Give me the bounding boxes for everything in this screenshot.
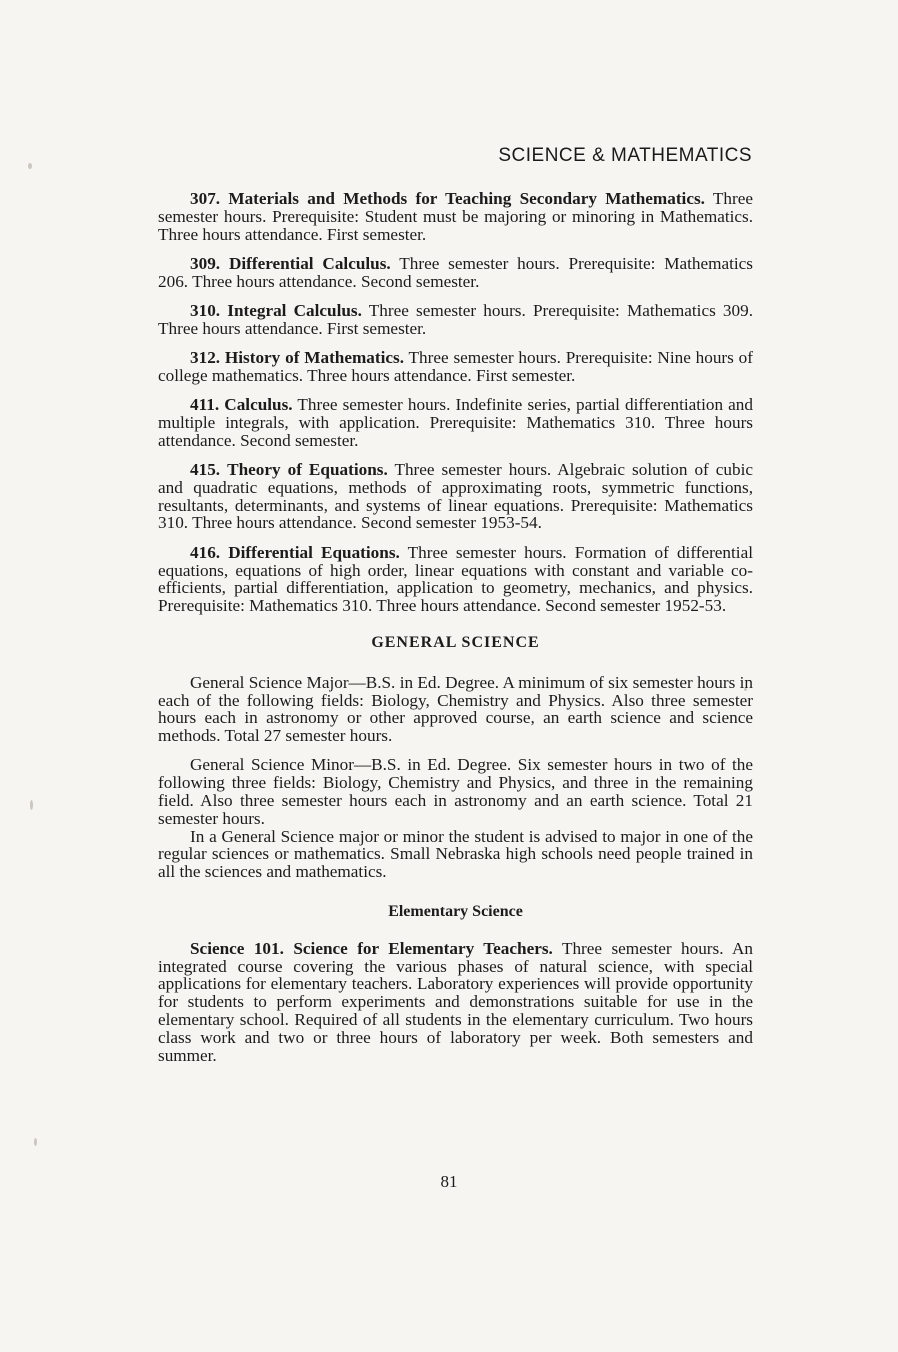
course-description: Three semester hours. Prerequisite: Nine hours of college mathematics. Three hours attendance. First semester. [158,348,753,385]
course-entry-309 [158,255,753,291]
general-science-advice: In a General Science major or minor the student is advised to major in one of the regular sciences or mathematics. Small Nebraska high schools need people trained in all the sciences and mathematics. [158,826,753,882]
course-number: Science 101. [190,938,284,958]
course-entry-310 [158,302,753,338]
course-number: 310. [190,300,221,320]
course-number: 307. [190,189,221,208]
course-number: 309. [190,253,221,273]
course-entry-science-101 [158,940,753,1065]
running-head: SCIENCE & MATHEMATICS [498,145,752,166]
course-number: 415. [190,460,221,480]
page-content [158,190,753,1076]
course-entry-416 [158,544,753,615]
course-number: 411. [190,395,220,415]
course-title: Differential Calculus. [228,253,391,273]
course-description: Three semester hours. Formation of differential equations, equations of high order, linear equations with constant and variable co-efficients, partial differentiation, application to geometry, mechanics, and physics. Prerequisite: Mathematics 310. Three hours attendance. Second semester 1952-53. [158,542,753,616]
course-title: Differential Equations. [228,542,400,562]
course-title: Integral Calculus. [227,300,362,320]
page-number: 81 [440,1172,458,1191]
course-description: Three semester hours. An integrated course covering the various phases of natural science, with special applications for elementary teachers. Laboratory experiences will provide opportunity for students to perform experiments and demonstrations suitable for use in the elementary school. Required of all students in the elementary curriculum. Two hours class work and two or three hours of laboratory per week. Both semesters and summer. [158,938,753,1065]
course-title: Calculus. [224,395,293,415]
course-number: 312. [190,348,221,368]
general-science-minor: General Science Minor—B.S. in Ed. Degree. Six semester hours in two of the following three fields: Biology, Chemistry and Physics, and three in the remaining field. Also three semester hours each in astronomy and an earth science. Total 21 semester hours. [158,755,753,828]
course-entry-415 [158,461,753,532]
course-title: Theory of Equations. [227,460,388,480]
course-description: Three semester hours. Prerequisite: Mathematics 206. Three hours attendance. Second semester. [158,253,753,291]
course-entry-307 [158,190,753,243]
course-description: Three semester hours. Prerequisite: Mathematics 309. Three hours attendance. First semester. [158,300,754,338]
course-entry-312 [158,349,753,385]
general-science-major: General Science Major—B.S. in Ed. Degree. A minimum of six semester hours in each of the following fields: Biology, Chemistry and Physics. Also three semester hours each in astronomy or other approved course, an earth science and science methods. Total 27 semester hours. [158,672,753,746]
paper-speck [28,163,32,169]
course-title: Science for Elementary Teachers. [293,938,553,958]
course-description: Three semester hours. Prerequisite: Student must be majoring or minoring in Mathematics. Three hours attendance. First semester. [158,189,753,244]
course-description: Three semester hours. Indefinite series, partial differentiation and multiple integrals, with application. Prerequisite: Mathematics 310. Three hours attendance. Second semester. [158,395,753,450]
course-description: Three semester hours. Algebraic solution of cubic and quadratic equations, methods of approximating roots, symmetric functions, resultants, determinants, and systems of linear equations. Prerequisite: Mathematics 310. Three hours attendance. Second semester 1953-54. [158,460,754,533]
course-title: Materials and Methods for Teaching Secondary Mathematics. [228,189,705,208]
course-entry-411 [158,396,753,449]
subsection-heading-elementary-science: Elementary Science [388,903,523,920]
paper-speck [30,800,33,810]
section-heading-general-science: GENERAL SCIENCE [371,633,540,651]
course-number: 416. [190,542,221,562]
paper-speck [34,1138,37,1146]
course-title: History of Mathematics. [224,348,405,368]
